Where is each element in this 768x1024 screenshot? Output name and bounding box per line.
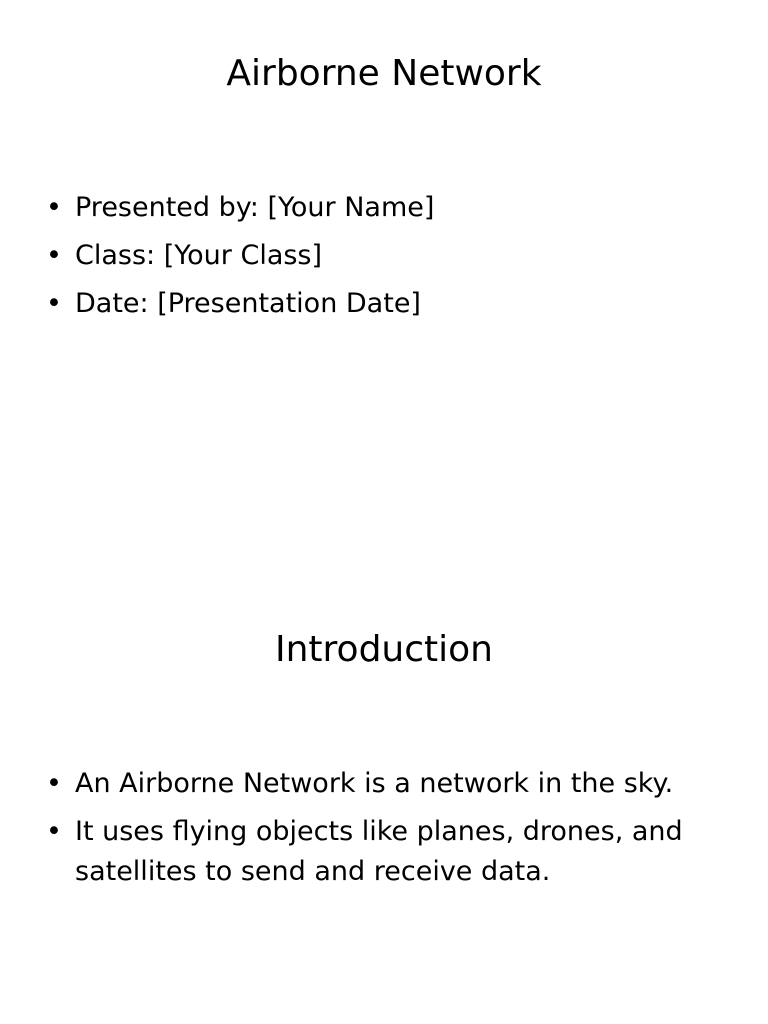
bullet-text: An Airborne Network is a network in the sky. [75,768,674,799]
slide-title: Airborne Network [226,53,542,94]
bullet-text: It uses flying objects like planes, drones, and satellites to send and receive data. [75,816,683,887]
bullet-list [42,764,722,900]
bullet-icon: • [46,816,62,847]
slide-title: Introduction [274,629,493,670]
bullet-text: Class: [Your Class] [75,240,323,271]
list-item [42,812,722,892]
list-item [42,188,722,228]
list-item [42,236,722,276]
bullet-icon: • [46,288,62,319]
list-item [42,284,722,324]
slide-introduction [0,576,768,1024]
bullet-icon: • [46,240,62,271]
bullet-icon: • [46,192,62,223]
list-item [42,764,722,804]
bullet-icon: • [46,768,62,799]
bullet-text: Date: [Presentation Date] [75,288,421,319]
bullet-list [42,188,722,332]
bullet-text: Presented by: [Your Name] [75,192,435,223]
